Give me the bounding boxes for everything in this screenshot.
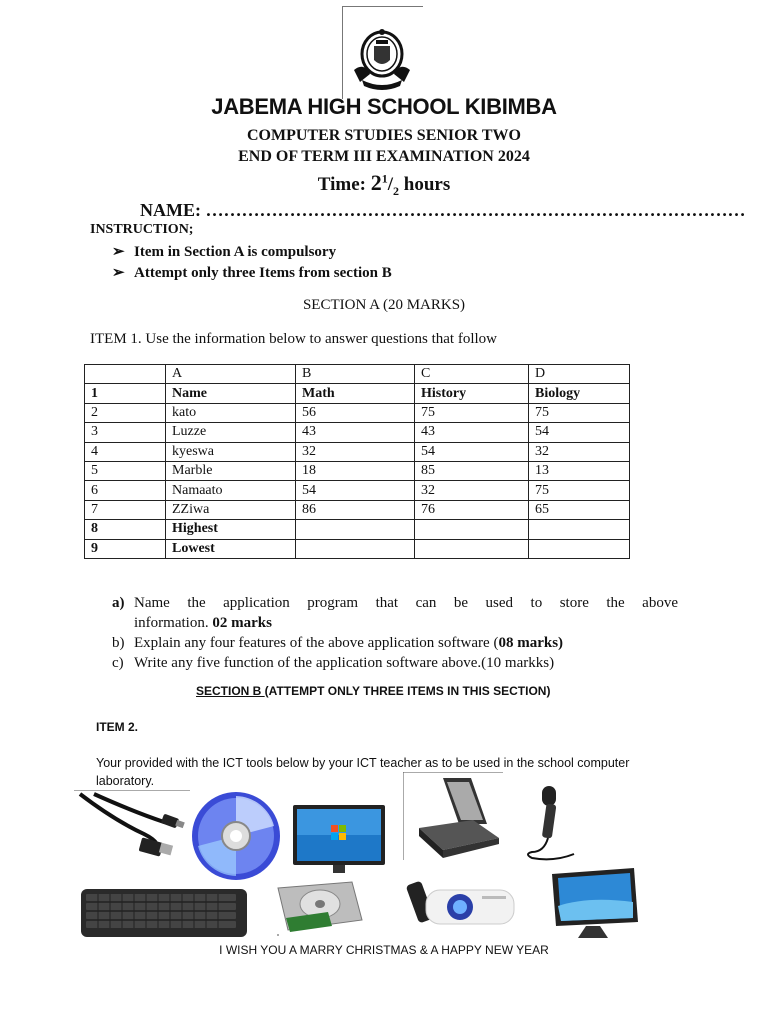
microphone-icon: [524, 782, 580, 862]
exam-title: END OF TERM III EXAMINATION 2024: [238, 148, 530, 165]
table-row: 1 Name Math History Biology: [85, 384, 630, 403]
table-row: A B C D: [85, 365, 630, 384]
table-row: 2 kato 56 75 75: [85, 403, 630, 422]
school-crest-icon: [346, 22, 418, 94]
table-row: 3 Luzze 43 43 54: [85, 423, 630, 442]
marks-table: [84, 364, 630, 559]
table-row: 4 kyeswa 32 54 32: [85, 442, 630, 461]
exam-duration: Time: $2^1/_2$ hours: [317, 170, 451, 198]
tablet-monitor-icon: [548, 866, 640, 940]
hard-disk-icon: [272, 880, 366, 936]
keyboard-icon: [80, 888, 248, 938]
question-c: c) Write any five function of the application software above.(10 markks): [112, 655, 555, 671]
section-b-title: SECTION B (ATTEMPT ONLY THREE ITEMS IN THIS SECTION): [196, 684, 551, 698]
question-a-line1: a) Name the application program that can be used to store the above: [112, 595, 678, 611]
section-a-title: SECTION A (20 MARKS): [302, 297, 466, 313]
instruction-item: ➢ Item in Section A is compulsory: [112, 244, 337, 260]
closing-greeting: I WISH YOU A MARRY CHRISTMAS & A HAPPY NEW YEAR: [219, 943, 549, 957]
item2-heading: ITEM 2.: [96, 720, 139, 734]
question-b: b) Explain any four features of the above application software (08 marks): [112, 635, 564, 651]
instruction-heading: INSTRUCTION;: [90, 222, 194, 237]
arrow-bullet-icon: ➢: [112, 265, 125, 281]
table-row: 5 Marble 18 85 13: [85, 461, 630, 480]
table-row: 7 ZZiwa 86 76 65: [85, 500, 630, 519]
question-a: [112, 593, 678, 633]
table-row: 6 Namaato 54 32 75: [85, 481, 630, 500]
question-a-line2: information. 02 marks: [134, 615, 272, 631]
monitor-icon: [291, 803, 387, 875]
item1-intro: ITEM 1. Use the information below to answer questions that follow: [90, 331, 498, 347]
instruction-item: ➢ Attempt only three Items from section B: [112, 265, 392, 281]
scanner-icon: [403, 772, 503, 860]
cd-disc-icon: [190, 790, 282, 882]
projector-icon: [402, 876, 518, 936]
school-name: JABEMA HIGH SCHOOL KIBIMBA: [211, 94, 557, 119]
usb-cable-icon: [74, 790, 190, 862]
table-row: 8 Highest: [85, 520, 630, 539]
subject-title: COMPUTER STUDIES SENIOR TWO: [247, 127, 521, 144]
arrow-bullet-icon: ➢: [112, 244, 125, 260]
item2-intro: Your provided with the ICT tools below by your ICT teacher as to be used in the school computer laboratory.: [96, 756, 630, 788]
name-field-line: NAME: ………………………………………………………………………………: [140, 200, 746, 220]
table-row: 9 Lowest: [85, 539, 630, 558]
